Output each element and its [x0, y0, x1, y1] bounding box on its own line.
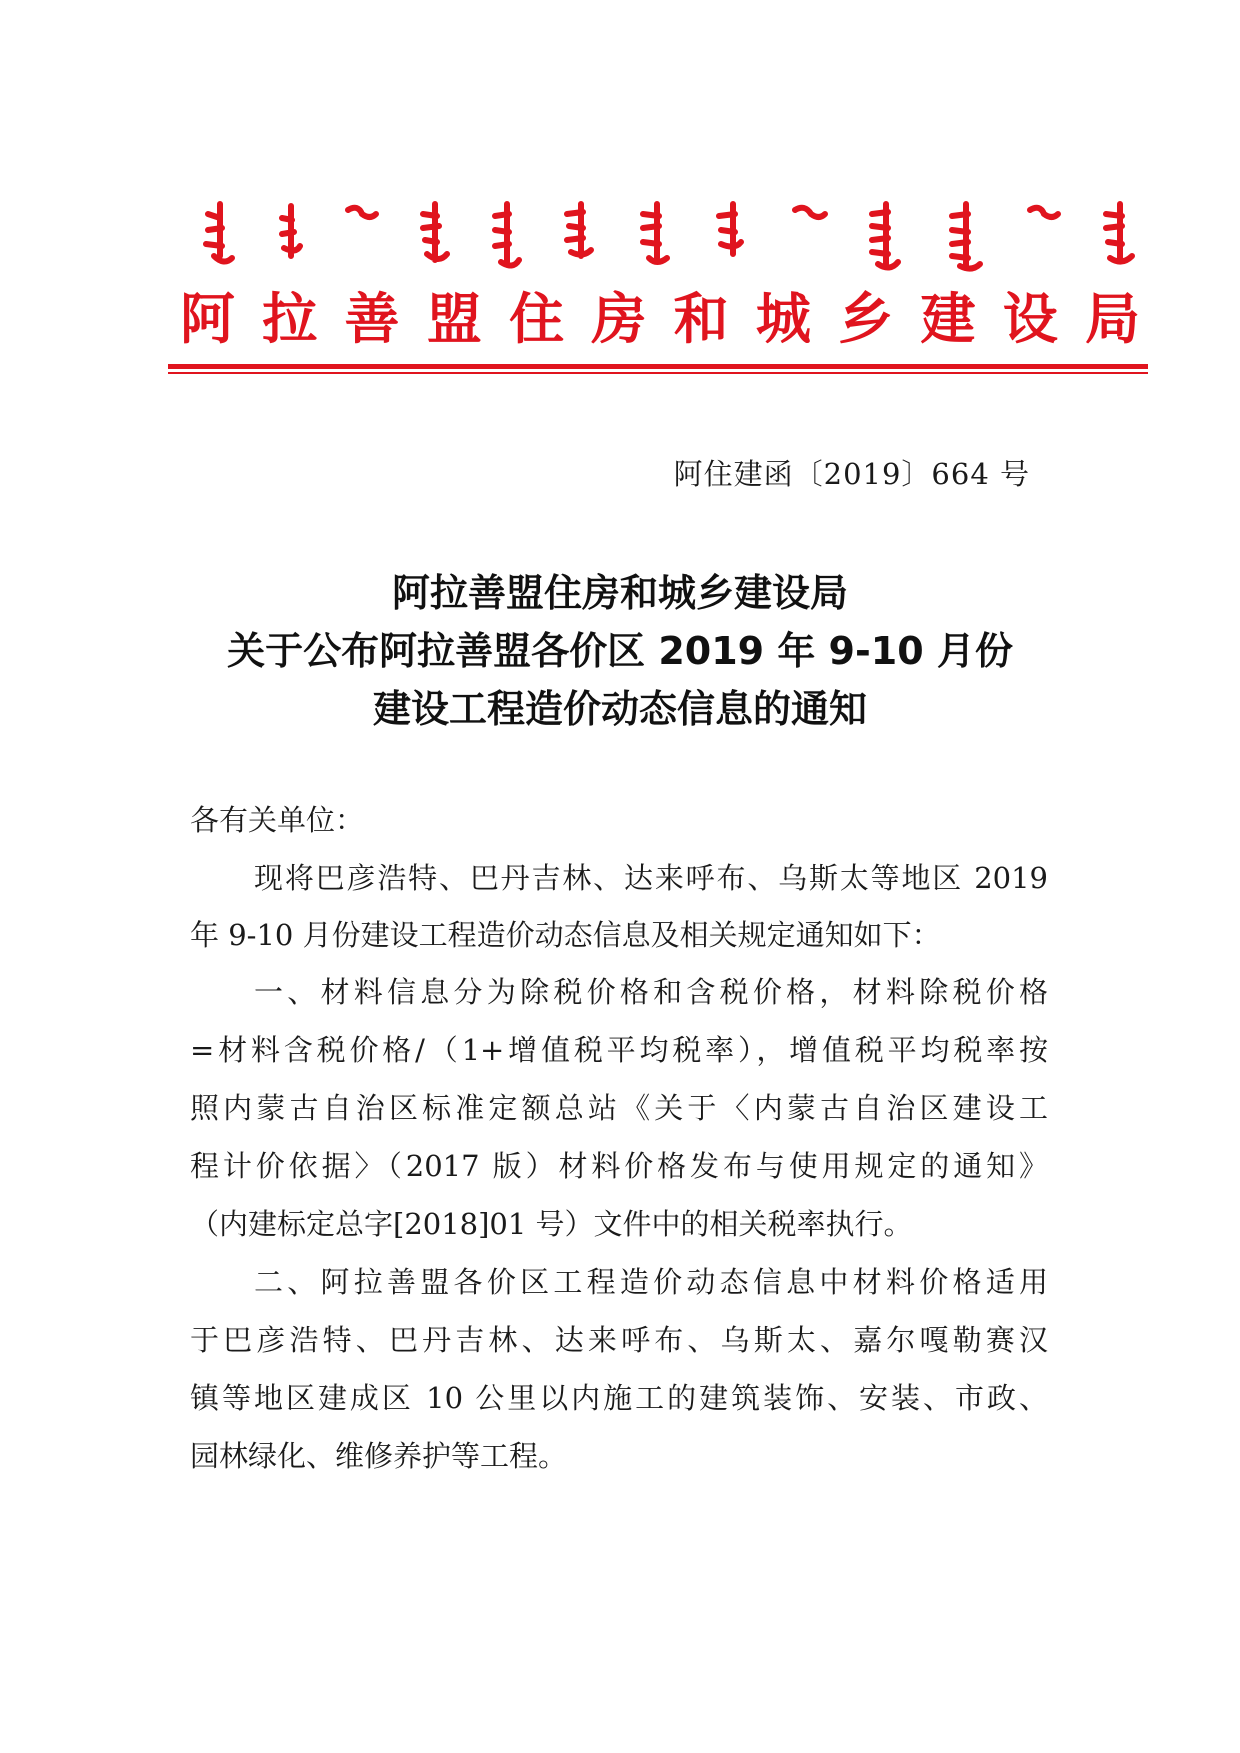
body-line: 园林绿化、维修养护等工程。	[190, 1439, 568, 1473]
mongolian-word-2	[276, 200, 306, 275]
body-line: 程计价依据〉（2017 版）材料价格发布与使用规定的通知》	[190, 1149, 1048, 1183]
document-title-line-3: 建设工程造价动态信息的通知	[372, 687, 867, 731]
mongolian-word-4	[417, 200, 453, 275]
body-line: 现将巴彦浩特、巴丹吉林、达来呼布、乌斯太等地区 2019	[254, 861, 1048, 895]
body-line: 镇等地区建成区 10 公里以内施工的建筑装饰、安装、市政、	[190, 1381, 1048, 1415]
mongolian-word-5	[489, 200, 525, 275]
body-line: （内建标定总字[2018]01 号）文件中的相关税率执行。	[190, 1207, 913, 1241]
document-title-line-1: 阿拉善盟住房和城乡建设局	[391, 571, 848, 615]
mongolian-word-11	[944, 200, 988, 275]
mongolian-word-6	[561, 200, 601, 275]
body-line: 于巴彦浩特、巴丹吉林、达来呼布、乌斯太、嘉尔嘎勒赛汉	[190, 1323, 1048, 1357]
body-line: 年 9-10 月份建设工程造价动态信息及相关规定通知如下：	[190, 918, 941, 952]
letterhead-mongolian-script	[200, 200, 1140, 275]
mongolian-word-13	[1100, 200, 1140, 275]
body-line: 二、阿拉善盟各价区工程造价动态信息中材料价格适用	[254, 1265, 1048, 1299]
mongolian-word-7	[637, 200, 677, 275]
salutation: 各有关单位：	[190, 803, 365, 837]
mongolian-word-10	[864, 200, 908, 275]
body-line: 照内蒙古自治区标准定额总站《关于〈内蒙古自治区建设工	[190, 1091, 1048, 1125]
letterhead-red-rule	[168, 364, 1148, 369]
letterhead-red-rule-thin	[168, 372, 1148, 374]
letterhead-org-name: 阿拉善盟住房和城乡建设局	[180, 287, 1140, 351]
mongolian-word-12	[1024, 200, 1064, 275]
document-number: 阿住建函〔2019〕664 号	[673, 457, 1030, 491]
mongolian-word-1	[200, 200, 240, 275]
mongolian-word-3	[342, 200, 382, 275]
mongolian-word-9	[789, 200, 829, 275]
document-title-line-2: 关于公布阿拉善盟各价区 2019 年 9-10 月份	[227, 629, 1013, 673]
body-line: =材料含税价格/（1+增值税平均税率），增值税平均税率按	[190, 1033, 1048, 1067]
mongolian-word-8	[713, 200, 753, 275]
body-line: 一、材料信息分为除税价格和含税价格，材料除税价格	[254, 975, 1048, 1009]
